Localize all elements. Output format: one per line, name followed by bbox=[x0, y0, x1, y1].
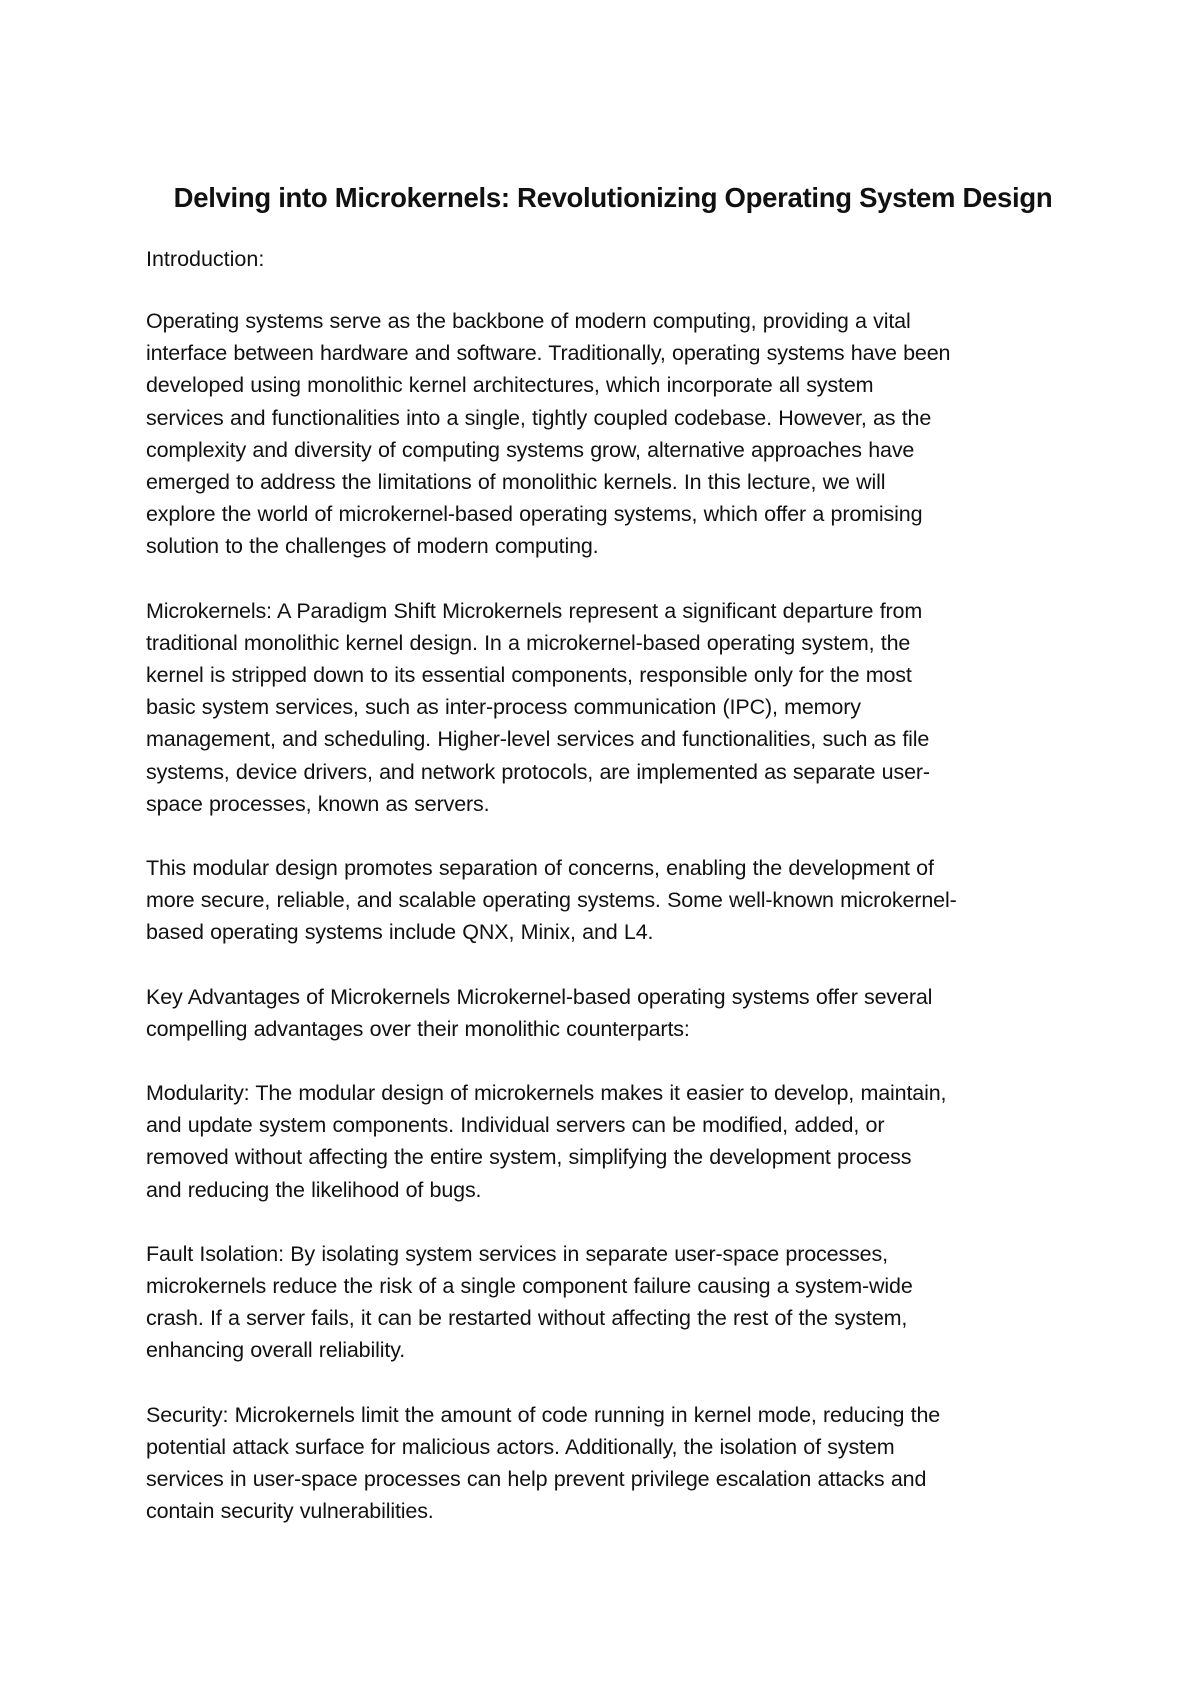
text-line: space processes, known as servers. bbox=[146, 791, 490, 816]
text-line: emerged to address the limitations of monolithic kernels. In this lecture, we will bbox=[146, 470, 886, 495]
text-line: and update system components. Individual servers can be modified, added, or bbox=[146, 1113, 885, 1138]
text-line: based operating systems include QNX, Minix, and L4. bbox=[146, 920, 654, 945]
text-line: management, and scheduling. Higher-level services and functionalities, such as file bbox=[146, 727, 930, 752]
text-line: systems, device drivers, and network protocols, are implemented as separate user- bbox=[146, 759, 930, 784]
text-line: interface between hardware and software. Traditionally, operating systems have been bbox=[146, 341, 951, 366]
text-line: potential attack surface for malicious actors. Additionally, the isolation of system bbox=[146, 1434, 895, 1459]
text-line: services in user-space processes can help prevent privilege escalation attacks and bbox=[146, 1467, 927, 1492]
text-line: basic system services, such as inter-process communication (IPC), memory bbox=[146, 695, 861, 720]
text-line: traditional monolithic kernel design. In a microkernel-based operating system, the bbox=[146, 630, 911, 655]
text-line: more secure, reliable, and scalable operating systems. Some well-known microkernel- bbox=[146, 888, 957, 913]
text-line: explore the world of microkernel-based operating systems, which offer a promising bbox=[146, 502, 923, 527]
text-line: microkernels reduce the risk of a single component failure causing a system-wide bbox=[146, 1274, 913, 1299]
section-heading-introduction: Introduction: bbox=[146, 247, 265, 271]
text-line: and reducing the likelihood of bugs. bbox=[146, 1177, 482, 1202]
text-line: developed using monolithic kernel architectures, which incorporate all system bbox=[146, 373, 874, 398]
text-line: removed without affecting the entire system, simplifying the development process bbox=[146, 1145, 912, 1170]
paragraph-key-advantages bbox=[146, 981, 1070, 1045]
page-title: Delving into Microkernels: Revolutionizing Operating System Design bbox=[173, 182, 1053, 213]
paragraph-fault-isolation bbox=[146, 1238, 1070, 1367]
text-line: contain security vulnerabilities. bbox=[146, 1499, 434, 1524]
paragraph-introduction bbox=[146, 305, 1070, 563]
text-line: solution to the challenges of modern computing. bbox=[146, 534, 599, 559]
text-line: Modularity: The modular design of microkernels makes it easier to develop, maintain, bbox=[146, 1081, 947, 1106]
text-line: enhancing overall reliability. bbox=[146, 1338, 406, 1363]
text-line: crash. If a server fails, it can be restarted without affecting the rest of the system, bbox=[146, 1306, 908, 1331]
text-line: compelling advantages over their monolithic counterparts: bbox=[146, 1016, 690, 1041]
paragraph-modular-design bbox=[146, 852, 1070, 949]
text-line: Microkernels: A Paradigm Shift Microkernels represent a significant departure from bbox=[146, 598, 923, 623]
document-body bbox=[146, 176, 1070, 1528]
text-line: This modular design promotes separation of concerns, enabling the development of bbox=[146, 856, 934, 881]
text-line: complexity and diversity of computing systems grow, alternative approaches have bbox=[146, 437, 915, 462]
text-line: services and functionalities into a single, tightly coupled codebase. However, as the bbox=[146, 405, 932, 430]
text-line: Fault Isolation: By isolating system services in separate user-space processes, bbox=[146, 1241, 888, 1266]
paragraph-security bbox=[146, 1399, 1070, 1528]
text-line: Security: Microkernels limit the amount of code running in kernel mode, reducing the bbox=[146, 1402, 941, 1427]
paragraph-paradigm-shift bbox=[146, 595, 1070, 820]
text-line: kernel is stripped down to its essential components, responsible only for the most bbox=[146, 663, 912, 688]
paragraph-modularity bbox=[146, 1077, 1070, 1206]
text-line: Operating systems serve as the backbone of modern computing, providing a vital bbox=[146, 309, 911, 333]
text-line: Key Advantages of Microkernels Microkernel-based operating systems offer several bbox=[146, 984, 933, 1009]
